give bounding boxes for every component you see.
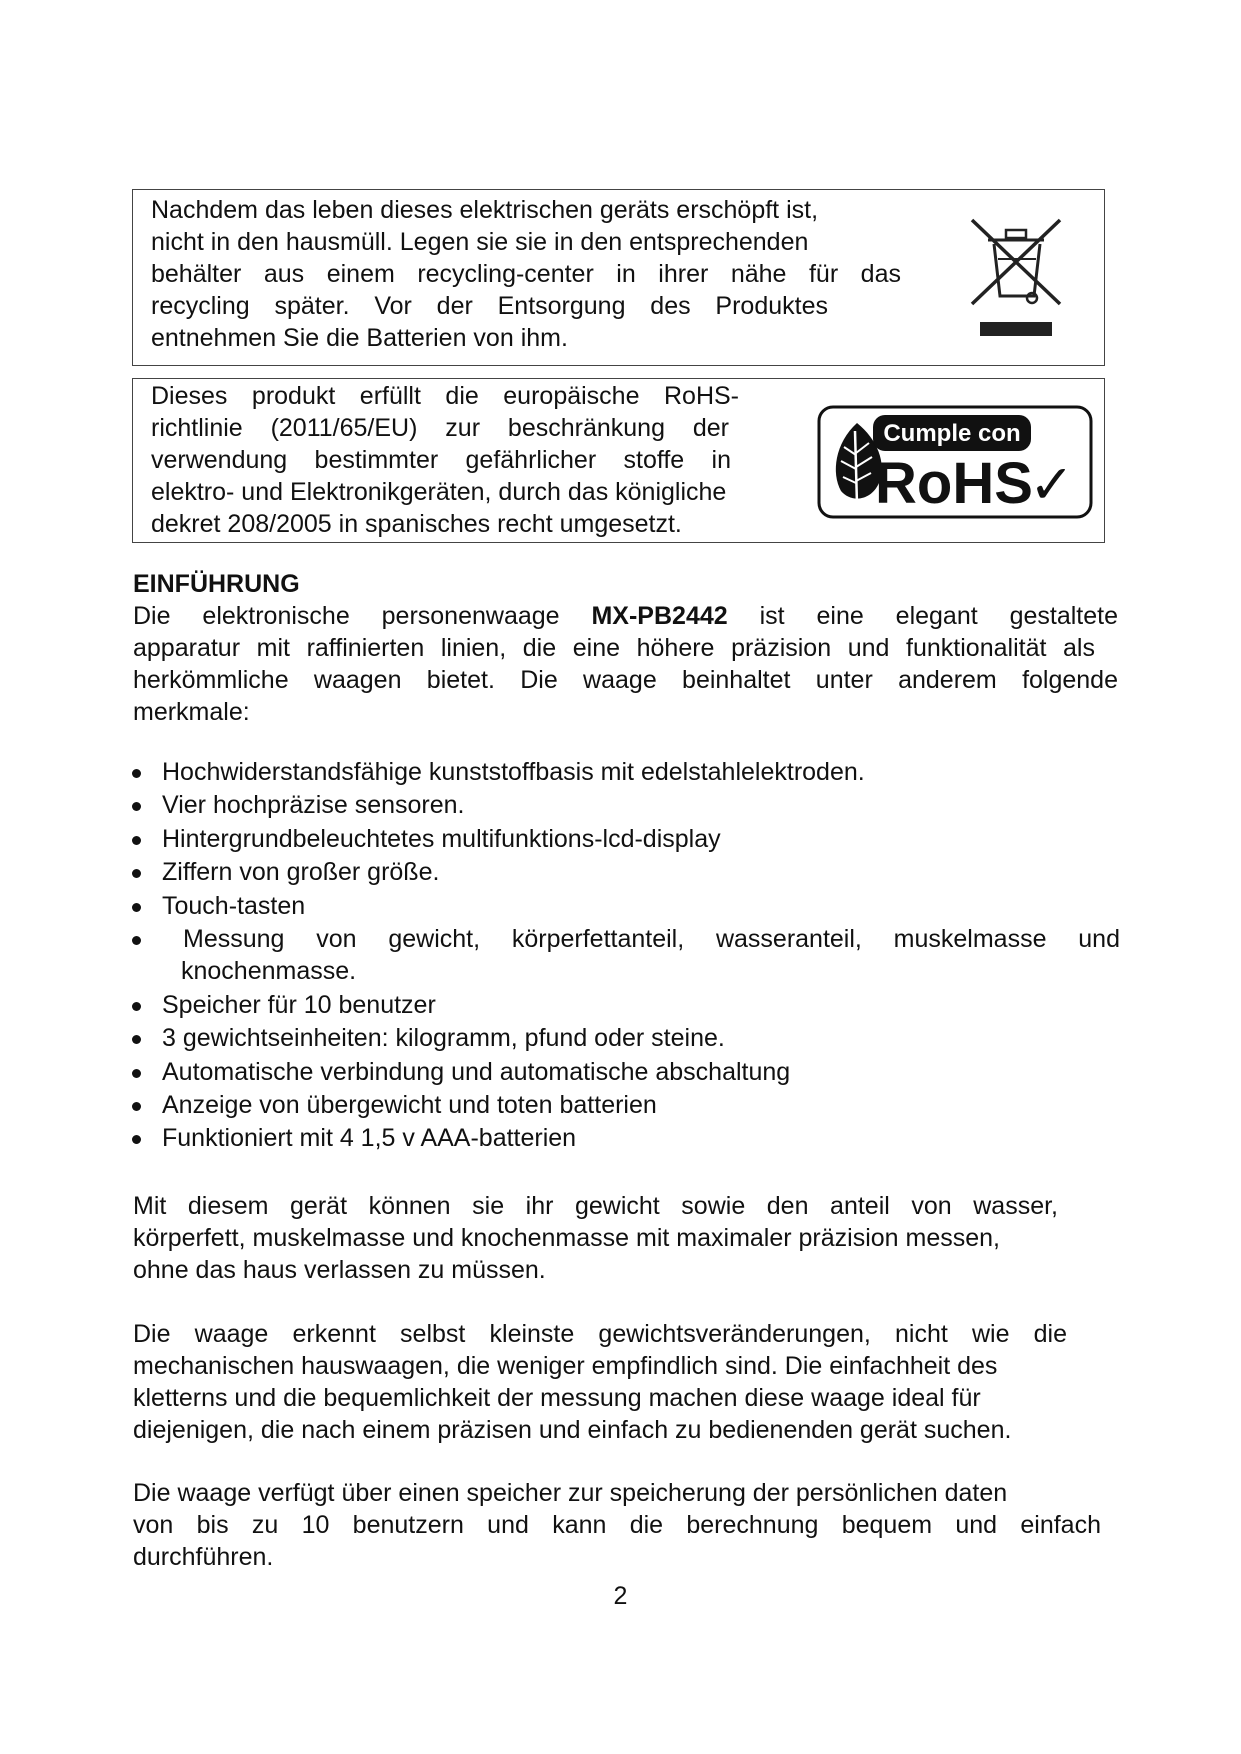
rohs-line-1: Dieses produkt erfüllt die europäische RoHS- xyxy=(151,382,739,410)
paragraph-line: Mit diesem gerät können sie ihr gewicht sowie den anteil von wasser, xyxy=(133,1192,1058,1220)
intro-line-2: apparatur mit raffinierten linien, die eine höhere präzision und funktionalität als xyxy=(133,634,1095,662)
intro-line-3: herkömmliche waagen bietet. Die waage beinhaltet unter anderem folgende xyxy=(133,666,1118,694)
list-item: Vier hochpräzise sensoren. xyxy=(130,789,1120,821)
list-item: 3 gewichtseinheiten: kilogramm, pfund oder steine. xyxy=(130,1022,1120,1054)
feature-list xyxy=(130,756,1120,1156)
paragraph-line: durchführen. xyxy=(133,1543,274,1571)
paragraph-line: Die waage erkennt selbst kleinste gewichtsveränderungen, nicht wie die xyxy=(133,1320,1067,1348)
rohs-line-2: richtlinie (2011/65/EU) zur beschränkung der xyxy=(151,414,729,442)
list-item: Speicher für 10 benutzer xyxy=(130,989,1120,1021)
list-item: Anzeige von übergewicht und toten batterien xyxy=(130,1089,1120,1121)
rohs-line-4: elektro- und Elektronikgeräten, durch das königliche xyxy=(151,478,727,506)
checkmark-icon: ✓ xyxy=(1029,453,1075,516)
rohs-notice-text xyxy=(151,380,783,540)
paragraph-measurement xyxy=(133,1190,1063,1286)
model-number: MX-PB2442 xyxy=(591,602,728,630)
paragraph-memory xyxy=(133,1477,1101,1573)
weee-line-2: nicht in den hausmüll. Legen sie sie in den entsprechenden xyxy=(151,228,809,256)
rohs-logo-top-text: Cumple con xyxy=(883,420,1021,447)
paragraph-line: körperfett, muskelmasse und knochenmasse mit maximaler präzision messen, xyxy=(133,1224,1001,1252)
paragraph-line: diejenigen, die nach einem präzisen und einfach zu bedienenden gerät suchen. xyxy=(133,1416,1012,1444)
rohs-line-3: verwendung bestimmter gefährlicher stoffe in xyxy=(151,446,731,474)
paragraph-line: ohne das haus verlassen zu müssen. xyxy=(133,1256,546,1284)
list-item-continuation: knochenmasse. xyxy=(181,957,357,986)
list-item: Hintergrundbeleuchtetes multifunktions-lcd-display xyxy=(130,823,1120,855)
paragraph-line: von bis zu 10 benutzern und kann die berechnung bequem und einfach xyxy=(133,1511,1101,1539)
paragraph-line: Die waage verfügt über einen speicher zur speicherung der persönlichen daten xyxy=(133,1479,1008,1507)
rohs-line-5: dekret 208/2005 in spanisches recht umgesetzt. xyxy=(151,510,682,538)
paragraph-line: kletterns und die bequemlichkeit der messung machen diese waage ideal für xyxy=(133,1384,981,1412)
paragraph-sensitivity xyxy=(133,1318,1118,1446)
weee-line-4: recycling später. Vor der Entsorgung des Produktes xyxy=(151,292,828,320)
rohs-logo-main-text: RoHS xyxy=(875,451,1033,516)
paragraph-line: mechanischen hauswaagen, die weniger empfindlich sind. Die einfachheit des xyxy=(133,1352,998,1380)
list-item: Ziffern von großer größe. xyxy=(130,856,1120,888)
weee-line-3: behälter aus einem recycling-center in ihrer nähe für das xyxy=(151,260,901,288)
list-item: Funktioniert mit 4 1,5 v AAA-batterien xyxy=(130,1122,1120,1154)
list-item: Touch-tasten xyxy=(130,890,1120,922)
list-item: Hochwiderstandsfähige kunststoffbasis mit edelstahlelektroden. xyxy=(130,756,1120,788)
intro-text-after: ist eine elegant gestaltete xyxy=(727,602,1119,630)
section-heading: EINFÜHRUNG xyxy=(133,570,300,598)
page-number: 2 xyxy=(613,1582,628,1610)
intro-text-before: Die elektronische personenwaage xyxy=(133,602,592,630)
list-item: Messung von gewicht, körperfettanteil, wasseranteil, muskelmasse und xyxy=(130,923,1120,955)
rohs-compliance-logo xyxy=(817,405,1093,519)
intro-line-1 xyxy=(133,600,1118,632)
list-item: Automatische verbindung und automatische abschaltung xyxy=(130,1056,1120,1088)
intro-paragraph xyxy=(133,600,1118,728)
weee-line-5: entnehmen Sie die Batterien von ihm. xyxy=(151,324,568,352)
weee-notice-text xyxy=(151,194,901,354)
weee-line-1: Nachdem das leben dieses elektrischen geräts erschöpft ist, xyxy=(151,196,819,224)
intro-line-4: merkmale: xyxy=(133,698,250,726)
crossed-out-wheelie-bin-icon xyxy=(966,214,1066,344)
